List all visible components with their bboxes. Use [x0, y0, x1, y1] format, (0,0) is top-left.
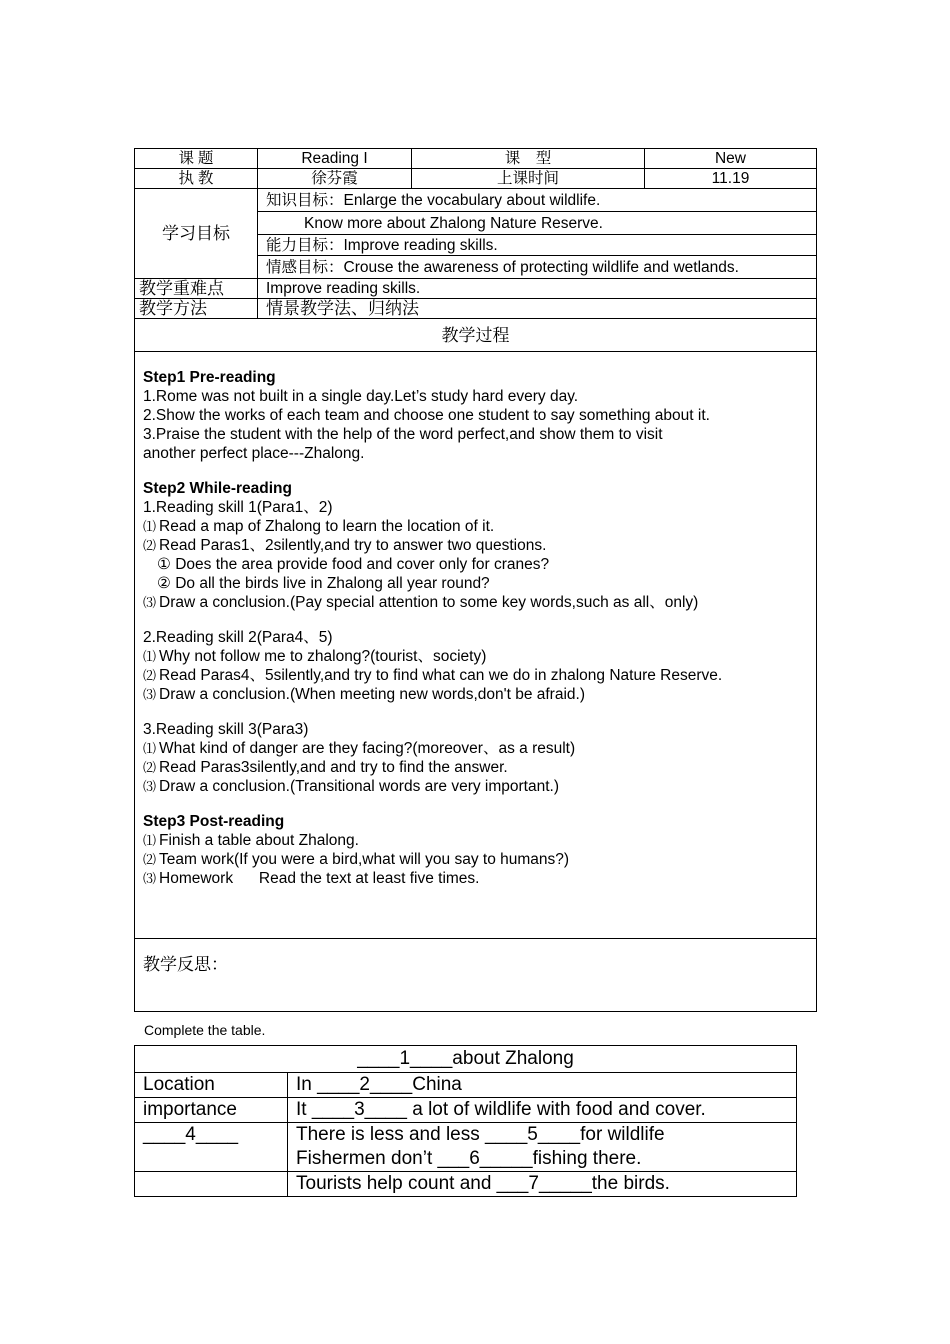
step2-skill1-block — [143, 479, 808, 612]
item-text: Draw a conclusion.(Pay special attention to some key words,such as all、only) — [159, 594, 699, 611]
skill2-title: 2.Reading skill 2(Para4、5) — [143, 629, 333, 646]
reflection-label: 教学反思： — [135, 939, 817, 1012]
item-marker: ⑵ — [143, 668, 157, 683]
item-text: What kind of danger are they facing?(moreover、as a result) — [159, 740, 576, 757]
methods-label: 教学方法 — [135, 299, 258, 319]
key-points-value: Improve reading skills. — [258, 279, 817, 299]
table-title: ____1____about Zhalong — [135, 1046, 797, 1073]
row-line: Fishermen don’t ___6_____fishing there. — [296, 1148, 642, 1169]
item-marker: ⑶ — [143, 687, 157, 702]
item-text: Team work(If you were a bird,what will you say to humans?) — [159, 851, 570, 868]
item-text: Finish a table about Zhalong. — [159, 832, 359, 849]
row-content: It ____3____ a lot of wildlife with food and cover. — [288, 1098, 797, 1123]
item-text: Read Paras1、2silently,and try to answer two questions. — [159, 537, 547, 554]
objective-knowledge: 知识目标：Enlarge the vocabulary about wildlife. — [258, 189, 817, 212]
methods-value: 情景教学法、归纳法 — [258, 299, 817, 319]
process-title-row — [135, 319, 817, 352]
plan-row-topic — [135, 149, 817, 169]
item-text: Homework Read the text at least five times. — [159, 870, 480, 887]
step3-block — [143, 812, 808, 888]
item-marker: ⑶ — [143, 871, 157, 886]
table-title-row — [135, 1046, 797, 1073]
table-row — [135, 1123, 797, 1172]
row-content — [288, 1123, 797, 1172]
row-content: In ____2____China — [288, 1073, 797, 1098]
step2-skill3-block — [143, 720, 808, 796]
item-text: Read a map of Zhalong to learn the location of it. — [159, 518, 495, 535]
skill1-title: 1.Reading skill 1(Para1、2) — [143, 499, 333, 516]
item-marker: ⑴ — [143, 741, 157, 756]
step3-title: Step3 Post-reading — [143, 813, 285, 830]
step1-line: 3.Praise the student with the help of the word perfect,and show them to visit — [143, 426, 663, 443]
table-row — [135, 1073, 797, 1098]
objective-knowledge-2: Know more about Zhalong Nature Reserve. — [258, 212, 817, 235]
table-caption: Complete the table. — [144, 1022, 266, 1038]
process-title: 教学过程 — [135, 319, 817, 352]
row-content: Tourists help count and ___7_____the birds. — [288, 1172, 797, 1197]
row-label — [135, 1172, 288, 1197]
item-marker: ⑶ — [143, 595, 157, 610]
list-item — [143, 850, 808, 869]
list-item — [143, 777, 808, 796]
lesson-plan-table — [134, 148, 817, 1012]
item-marker: ⑴ — [143, 649, 157, 664]
process-row — [135, 352, 817, 939]
table-row — [135, 1098, 797, 1123]
row-label: importance — [135, 1098, 288, 1123]
item-marker: ⑴ — [143, 833, 157, 848]
key-points-row — [135, 279, 817, 299]
list-item — [143, 739, 808, 758]
teacher-label: 执 教 — [135, 169, 258, 189]
time-value: 11.19 — [645, 169, 817, 189]
list-item — [143, 536, 808, 555]
item-marker: ⑴ — [143, 519, 157, 534]
topic-value: Reading I — [258, 149, 412, 169]
table-row — [135, 1172, 797, 1197]
item-marker: ⑵ — [143, 538, 157, 553]
item-text: Why not follow me to zhalong?(tourist、society) — [159, 648, 487, 665]
list-item — [143, 831, 808, 850]
step2-skill2-block — [143, 628, 808, 704]
step1-block — [143, 368, 808, 463]
step1-line: 1.Rome was not built in a single day.Let’s study hard every day. — [143, 388, 579, 405]
type-label: 课 型 — [412, 149, 645, 169]
step1-line: 2.Show the works of each team and choose one student to say something about it. — [143, 407, 710, 424]
step1-title: Step1 Pre-reading — [143, 369, 276, 386]
complete-the-table — [134, 1045, 797, 1197]
item-marker: ⑶ — [143, 779, 157, 794]
type-value: New — [645, 149, 817, 169]
row-label: ____4____ — [135, 1123, 288, 1172]
item-text: Read Paras4、5silently,and try to find what can we do in zhalong Nature Reserve. — [159, 667, 723, 684]
item-text: Draw a conclusion.(Transitional words are very important.) — [159, 778, 560, 795]
list-item — [143, 869, 808, 888]
list-item — [143, 685, 808, 704]
process-content — [135, 352, 817, 939]
row-line: There is less and less ____5____for wildlife — [296, 1124, 665, 1145]
key-points-label: 教学重难点 — [135, 279, 258, 299]
item-marker: ⑵ — [143, 760, 157, 775]
question-item: ② Do all the birds live in Zhalong all year round? — [157, 575, 490, 592]
step1-line: another perfect place---Zhalong. — [143, 445, 365, 462]
topic-label: 课 题 — [135, 149, 258, 169]
teacher-value: 徐芬霞 — [258, 169, 412, 189]
time-label: 上课时间 — [412, 169, 645, 189]
methods-row — [135, 299, 817, 319]
list-item — [143, 758, 808, 777]
objective-emotion: 情感目标：Crouse the awareness of protecting wildlife and wetlands. — [258, 256, 817, 279]
item-text: Read Paras3silently,and and try to find the answer. — [159, 759, 508, 776]
objective-ability: 能力目标：Improve reading skills. — [258, 235, 817, 256]
question-item: ① Does the area provide food and cover only for cranes? — [157, 556, 550, 573]
list-item — [143, 647, 808, 666]
objective-row-1 — [135, 189, 817, 212]
reflection-row — [135, 939, 817, 1012]
list-item — [143, 593, 808, 612]
step2-title: Step2 While-reading — [143, 480, 292, 497]
item-marker: ⑵ — [143, 852, 157, 867]
list-item — [143, 517, 808, 536]
row-label: Location — [135, 1073, 288, 1098]
list-item — [143, 666, 808, 685]
skill3-title: 3.Reading skill 3(Para3) — [143, 721, 309, 738]
item-text: Draw a conclusion.(When meeting new words,don't be afraid.) — [159, 686, 585, 703]
objectives-label: 学习目标 — [135, 189, 258, 279]
plan-row-teacher — [135, 169, 817, 189]
